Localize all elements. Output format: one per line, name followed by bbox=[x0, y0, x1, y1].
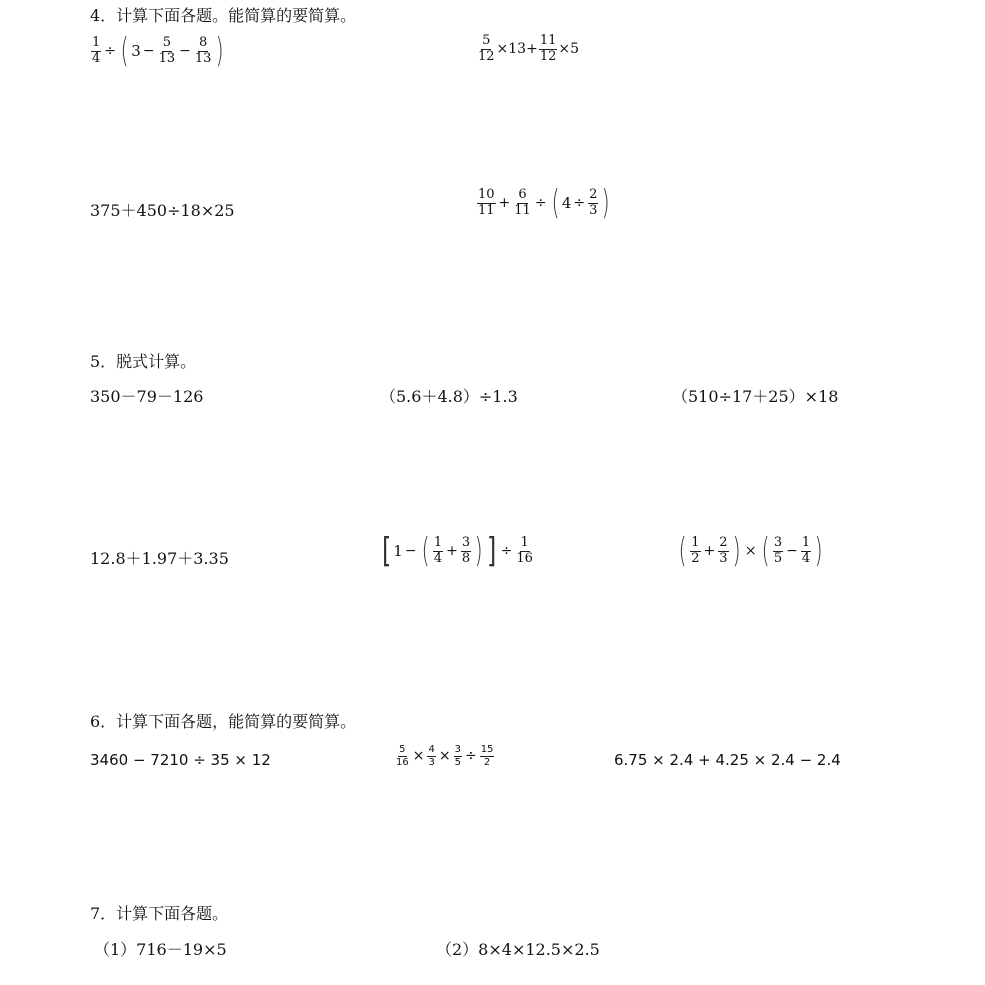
q5-problem-3: （510÷17＋25）×18 bbox=[672, 387, 839, 406]
fraction: $\frac{5}{12}$ bbox=[478, 33, 495, 64]
fraction: $\frac{1}{2}$ bbox=[691, 534, 700, 566]
q4-problem-2: $\frac{5}{12}$ ×13+ $\frac{11}{12}$ ×5 bbox=[478, 33, 580, 64]
q4-problem-1: $\frac{1}{4}$ ÷ ( 3 − $\frac{5}{13}$ − $\frac{8}{13}$ ) bbox=[92, 31, 225, 71]
q5-heading: 5．脱式计算。 bbox=[90, 352, 197, 371]
fraction: $\frac{4}{3}$ bbox=[428, 744, 435, 768]
q7-problem-1: （1）716－19×5 bbox=[94, 940, 227, 959]
fraction: $\frac{15}{2}$ bbox=[480, 744, 494, 768]
fraction: $\frac{11}{12}$ bbox=[539, 33, 557, 64]
fraction: $\frac{8}{13}$ bbox=[194, 34, 212, 66]
fraction: $\frac{1}{16}$ bbox=[516, 534, 533, 566]
q6-problem-3: 6.75 × 2.4 + 4.25 × 2.4 − 2.4 bbox=[614, 751, 841, 769]
q6-problem-2: $\frac{5}{16}$ × $\frac{4}{3}$ × $\frac{3}{5}$ ÷ $\frac{15}{2}$ bbox=[396, 744, 494, 768]
q5-problem-1: 350－79－126 bbox=[90, 387, 204, 406]
fraction: $\frac{1}{4}$ bbox=[433, 534, 443, 566]
q6-problem-1: 3460 − 7210 ÷ 35 × 12 bbox=[90, 751, 271, 769]
q7-heading: 7．计算下面各题。 bbox=[90, 904, 229, 923]
q5-problem-4: 12.8＋1.97＋3.35 bbox=[90, 549, 229, 568]
fraction: $\frac{5}{13}$ bbox=[158, 34, 176, 66]
fraction: $\frac{3}{8}$ bbox=[461, 534, 471, 566]
q5-problem-6: ( $\frac{1}{2}$ + $\frac{2}{3}$ ) × ( $\frac{3}{5}$ − $\frac{1}{4}$ ) bbox=[678, 531, 823, 571]
fraction: $\frac{2}{3}$ bbox=[719, 534, 728, 566]
fraction: $\frac{3}{5}$ bbox=[773, 534, 783, 566]
q5-problem-5: [ 1 − ( $\frac{1}{4}$ + $\frac{3}{8}$ ) ] ÷ $\frac{1}{16}$ bbox=[381, 531, 533, 571]
q4-problem-4: $\frac{10}{11}$ + $\frac{6}{11}$ ÷ ( 4 ÷ $\frac{2}{3}$ ) bbox=[478, 183, 611, 223]
q4-problem-3: 375＋450÷18×25 bbox=[90, 201, 235, 220]
fraction: $\frac{1}{4}$ bbox=[801, 534, 811, 566]
fraction: $\frac{2}{3}$ bbox=[589, 186, 598, 218]
fraction: $\frac{3}{5}$ bbox=[454, 744, 461, 768]
fraction: $\frac{6}{11}$ bbox=[514, 186, 531, 218]
q7-problem-2: （2）8×4×12.5×2.5 bbox=[436, 940, 600, 959]
fraction: $\frac{5}{16}$ bbox=[396, 744, 409, 768]
q4-heading: 4．计算下面各题。能简算的要简算。 bbox=[90, 6, 357, 25]
q6-heading: 6．计算下面各题，能简算的要简算。 bbox=[90, 712, 357, 731]
q5-problem-2: （5.6＋4.8）÷1.3 bbox=[380, 387, 518, 406]
fraction: $\frac{1}{4}$ bbox=[92, 34, 101, 66]
fraction: $\frac{10}{11}$ bbox=[478, 186, 495, 218]
